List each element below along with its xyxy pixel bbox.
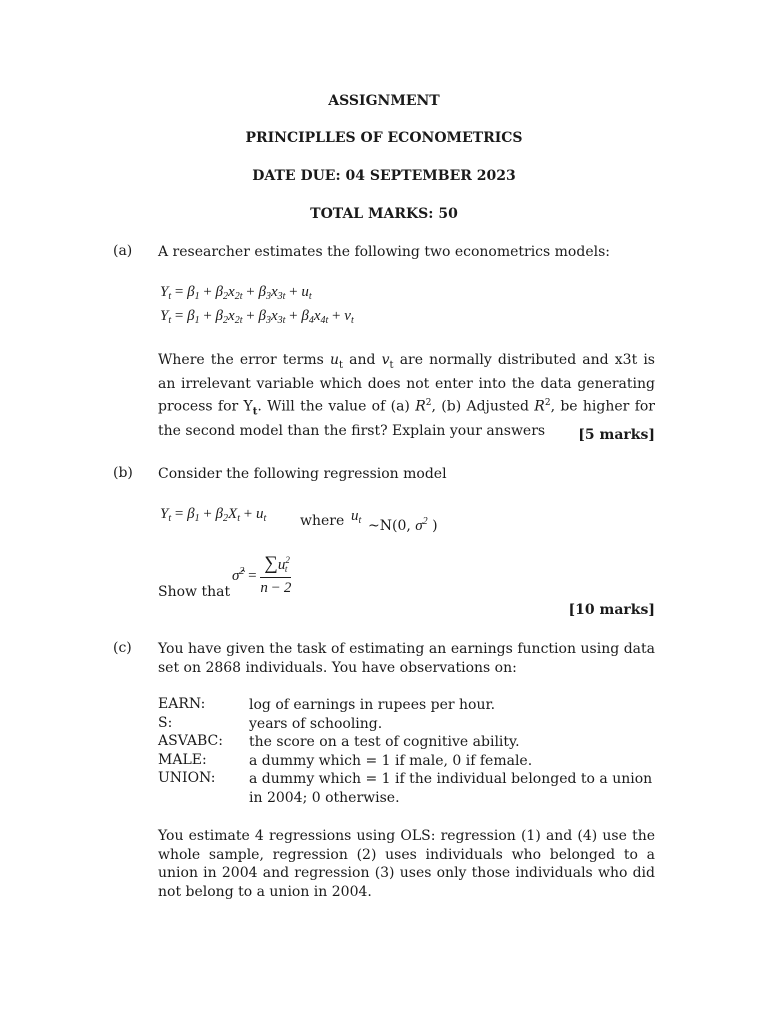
error-distribution: ~N(0, $\sigma^2$ ) <box>368 516 438 534</box>
regression-equation: $Y_t = \beta_1 + \beta_2X_t + u_t$ <box>160 506 267 524</box>
variable-name: EARN: <box>158 696 206 712</box>
course-title: PRINCIPLLES OF ECONOMETRICS <box>245 130 523 146</box>
equation-model-2: $Y_t = \beta_1 + \beta_2x_{2t} + \beta_3x_{3t} + \beta_4x_{4t} + v_t$ <box>160 308 354 326</box>
due-date: DATE DUE: 04 SEPTEMBER 2023 <box>252 168 516 184</box>
document-title: ASSIGNMENT <box>328 93 440 109</box>
variable-name: S: <box>158 715 173 731</box>
variable-description: a dummy which = 1 if male, 0 if female. <box>249 753 533 769</box>
question-a-intro: A researcher estimates the following two econometrics models: <box>158 244 610 260</box>
question-c-label: (c) <box>113 640 132 656</box>
show-that-label: Show that <box>158 584 231 600</box>
variable-name: MALE: <box>158 752 207 768</box>
variable-description: log of earnings in rupees per hour. <box>249 697 496 713</box>
variable-name: UNION: <box>158 770 216 786</box>
question-b-label: (b) <box>113 465 133 481</box>
sigma-hat-formula: σ̂$^2$ = $\frac{\sum u^2_t}{n - 2}$ <box>232 553 292 596</box>
question-a-label: (a) <box>113 243 133 259</box>
variable-description: years of schooling. <box>249 716 383 732</box>
where-label: where <box>300 513 345 529</box>
equation-model-1: $Y_t = \beta_1 + \beta_2x_{2t} + \beta_3x_{3t} + u_t$ <box>160 284 312 302</box>
question-b-marks: [10 marks] <box>568 602 655 618</box>
question-a-text: Where the error terms $u_t$ and $v_t$ are normally distributed and x3t is an irrelevant variable which does not enter into the data generating process for $Y_t$. Will the value of (a) $R^2$, (b) Adjusted $R^2$, be higher for the second model than the first? Explain your answers <box>158 352 655 439</box>
variable-description: the score on a test of cognitive ability. <box>249 734 520 750</box>
question-c-intro: You have given the task of estimating an earnings function using data set on 2868 individuals. You have observations on: <box>158 641 655 676</box>
variable-description: a dummy which = 1 if the individual belonged to a union in 2004; 0 otherwise. <box>249 771 653 806</box>
error-term: $u_t$ <box>351 508 362 526</box>
variable-name: ASVABC: <box>158 733 223 749</box>
question-b-intro: Consider the following regression model <box>158 466 447 482</box>
question-c-closing: You estimate 4 regressions using OLS: regression (1) and (4) use the whole sample, regression (2) uses individuals who belonged to a union in 2004 and regression (3) uses only those individuals who did not belong to a union in 2004. <box>158 828 655 900</box>
total-marks: TOTAL MARKS: 50 <box>310 206 458 222</box>
question-a-marks: [5 marks] <box>578 427 655 443</box>
